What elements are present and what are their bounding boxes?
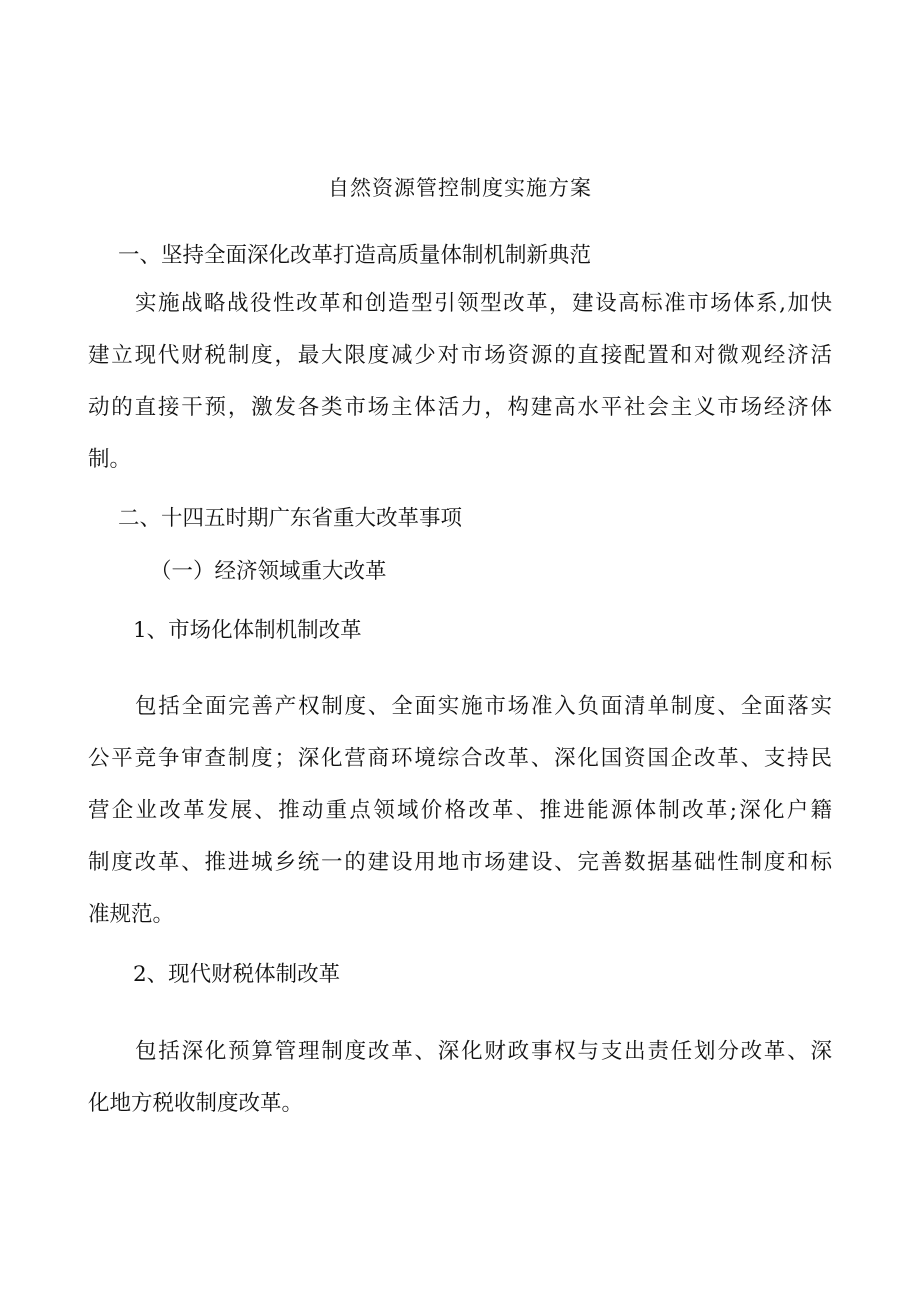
paragraph-line: 实施战略战役性改革和创造型引领型改革，建设高标准市场体系,加快 bbox=[135, 291, 832, 316]
paragraph-line: 制度改革、推进城乡统一的建设用地市场建设、完善数据基础性制度和标 bbox=[88, 850, 832, 875]
paragraph-line: 包括深化预算管理制度改革、深化财政事权与支出责任划分改革、深 bbox=[135, 1039, 832, 1064]
section-heading-2: 二、十四五时期广东省重大改革事项 bbox=[118, 506, 463, 531]
paragraph-line: 准规范。 bbox=[88, 902, 175, 927]
paragraph-line: 包括全面完善产权制度、全面实施市场准入负面清单制度、全面落实 bbox=[135, 694, 832, 719]
paragraph-line: 动的直接干预，激发各类市场主体活力，构建高水平社会主义市场经济体 bbox=[88, 395, 832, 420]
section-heading-1: 一、坚持全面深化改革打造高质量体制机制新典范 bbox=[118, 243, 592, 268]
item-heading-1: 1、市场化体制机制改革 bbox=[133, 618, 362, 643]
paragraph-line: 化地方税收制度改革。 bbox=[88, 1091, 304, 1116]
paragraph-line: 制。 bbox=[88, 447, 132, 472]
paragraph-line: 建立现代财税制度，最大限度减少对市场资源的直接配置和对微观经济活 bbox=[88, 343, 832, 368]
document-title: 自然资源管控制度实施方案 bbox=[328, 176, 592, 200]
item-heading-2: 2、现代财税体制改革 bbox=[133, 962, 341, 987]
paragraph-line: 营企业改革发展、推动重点领域价格改革、推进能源体制改革;深化户籍 bbox=[88, 798, 832, 823]
subsection-heading: （一）经济领域重大改革 bbox=[150, 559, 387, 584]
paragraph-line: 公平竞争审查制度；深化营商环境综合改革、深化国资国企改革、支持民 bbox=[88, 746, 832, 771]
